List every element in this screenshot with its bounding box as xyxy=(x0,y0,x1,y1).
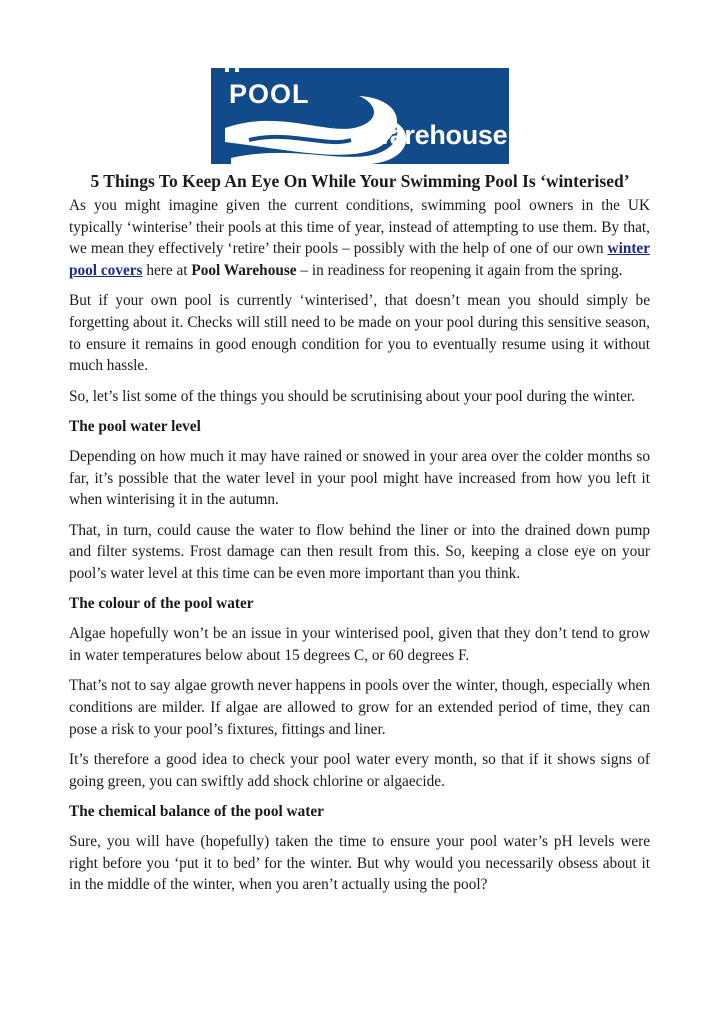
paragraph-intro-text-c: – in readiness for reopening it again from the spring. xyxy=(296,262,623,280)
paragraph-4: Depending on how much it may have rained or snowed in your area over the colder months so far, it’s possible that the water level in your pool might have increased from how you left it when winterising it in the autumn. xyxy=(69,448,650,509)
brand-name: Pool Warehouse xyxy=(191,262,297,280)
heading-water-level: The pool water level xyxy=(69,417,201,435)
paragraph-3: So, let’s list some of the things you should be scrutinising about your pool during the winter. xyxy=(69,387,635,405)
logo-text-warehouse: warehouse xyxy=(369,120,508,150)
heading-chemical-balance: The chemical balance of the pool water xyxy=(69,802,324,820)
paragraph-9: Sure, you will have (hopefully) taken the time to ensure your pool water’s pH levels were right before you ‘put it to bed’ for the winter. But why would you necessarily obsess about it in the middle of the winter, when you aren’t actually using the pool? xyxy=(69,833,650,894)
paragraph-8: It’s therefore a good idea to check your pool water every month, so that if it shows signs of going green, you can swiftly add shock chlorine or algaecide. xyxy=(69,750,650,790)
paragraph-7: That’s not to say algae growth never happens in pools over the winter, though, especially when conditions are milder. If algae are allowed to grow for an extended period of time, they can pose a risk to your pool’s fixtures, fittings and liner. xyxy=(69,677,650,738)
article-body xyxy=(69,195,650,905)
logo-text-pool: POOL xyxy=(229,79,310,109)
paragraph-6: Algae hopefully won’t be an issue in your winterised pool, given that they don’t tend to grow in water temperatures below about 15 degrees C, or 60 degrees F. xyxy=(69,625,650,665)
pool-warehouse-logo xyxy=(211,68,509,164)
paragraph-intro-text-b: here at xyxy=(142,262,192,280)
heading-water-colour: The colour of the pool water xyxy=(69,595,254,613)
paragraph-intro-text-a: As you might imagine given the current conditions, swimming pool owners in the UK typically ‘winterise’ their pools at this time of year, instead of attempting to use them. By that, we mean they effectively ‘retire’ their pools – possibly with the help of one of our own xyxy=(69,197,650,258)
paragraph-intro xyxy=(69,195,650,282)
paragraph-2: But if your own pool is currently ‘winterised’, that doesn’t mean you should simply be forgetting about it. Checks will still need to be made on your pool during this sensitive season, to ensure it remains in good enough condition for you to eventually resume using it without much hassle. xyxy=(69,292,650,375)
winter-pool-covers-link[interactable]: winter pool covers xyxy=(69,240,650,280)
paragraph-5: That, in turn, could cause the water to flow behind the liner or into the drained down pump and filter systems. Frost damage can then result from this. So, keeping a close eye on your pool’s water level at this time can be even more important than you think. xyxy=(69,521,650,583)
article-title: 5 Things To Keep An Eye On While Your Swimming Pool Is ‘winterised’ xyxy=(90,171,630,191)
